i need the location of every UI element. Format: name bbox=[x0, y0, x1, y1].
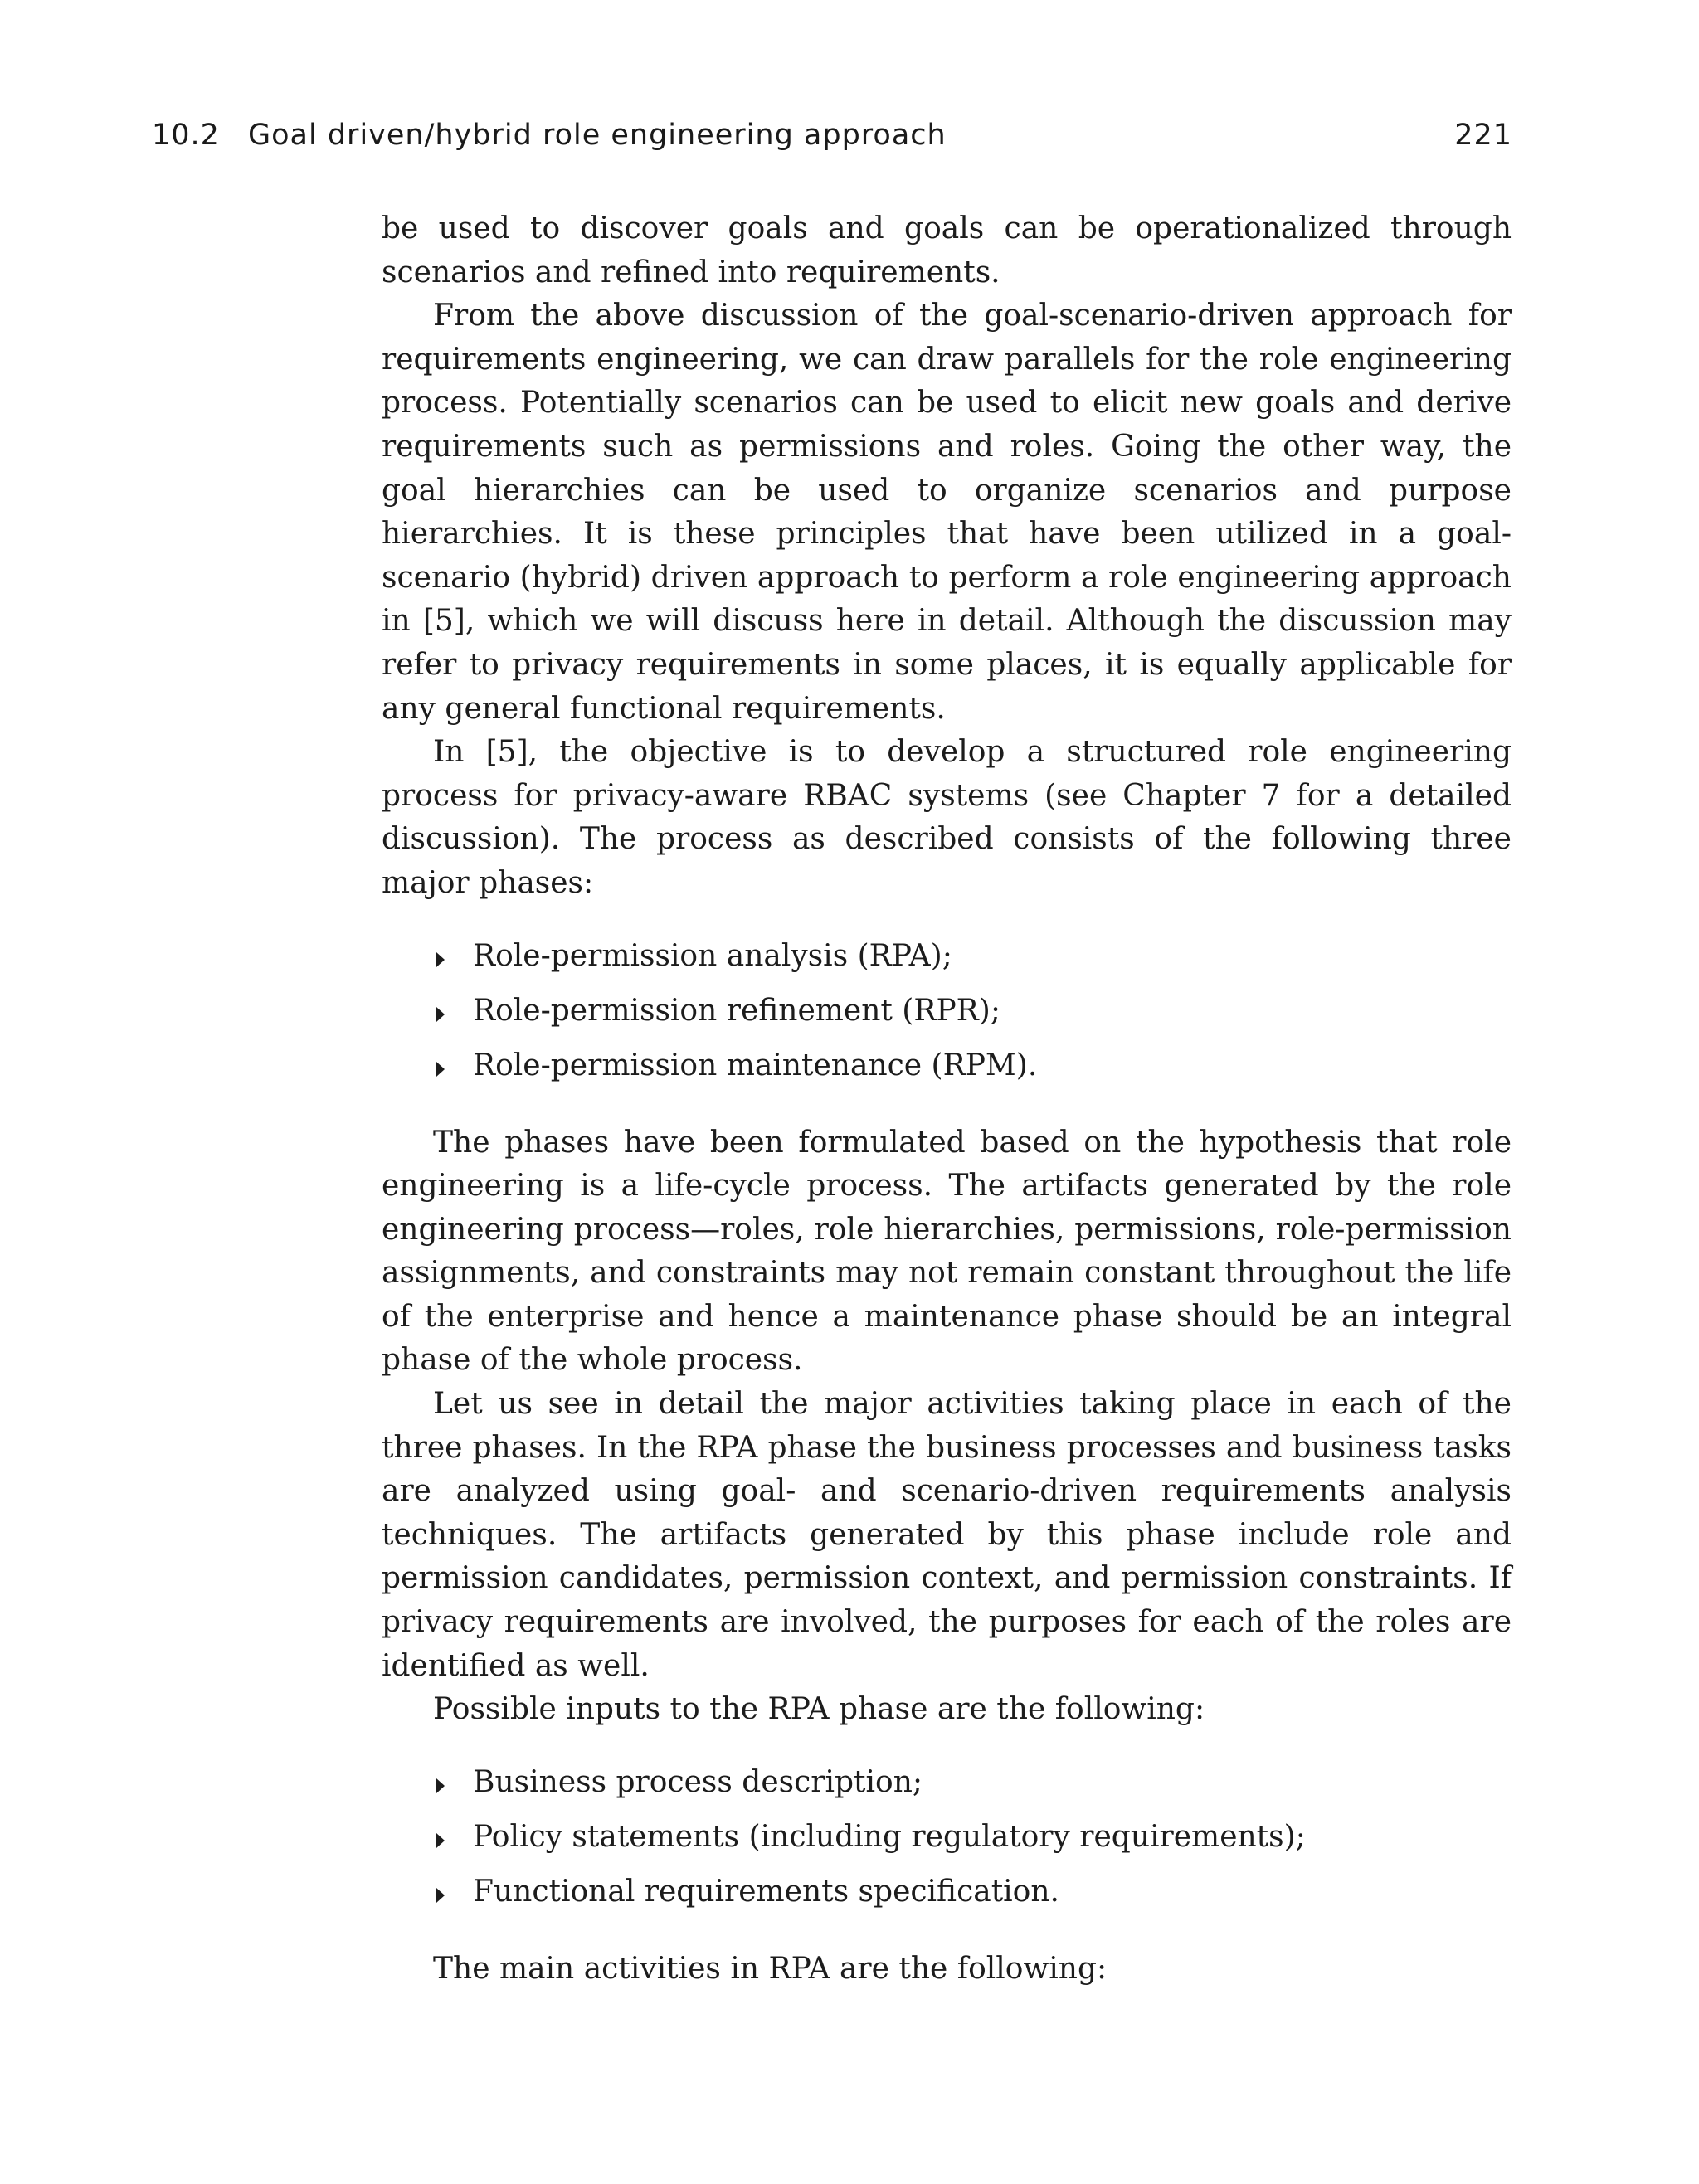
triangle-bullet-icon bbox=[436, 1062, 445, 1077]
paragraph-phases-hypothesis: The phases have been formulated based on the hypothesis that role engineering is a life-cycle process. The artifacts generated by the role engineering process—roles, role hierarchies, permissions, role-permission assignments, and constraints may not remain constant throughout the life of the enterprise and hence a maintenance phase should be an integral phase of the whole process. bbox=[382, 1125, 1512, 1378]
phases-list bbox=[382, 929, 1512, 1093]
section-number: 10.2 bbox=[152, 119, 220, 152]
triangle-bullet-icon bbox=[436, 1778, 445, 1793]
section-title: Goal driven/hybrid role engineering approach bbox=[248, 119, 947, 152]
list-item bbox=[433, 929, 1512, 984]
page-number: 221 bbox=[1454, 119, 1512, 152]
triangle-bullet-icon bbox=[436, 952, 445, 967]
list-item-text: Role-permission refinement (RPR); bbox=[473, 993, 1000, 1028]
paragraph-rpa-inputs-intro: Possible inputs to the RPA phase are the following: bbox=[433, 1692, 1205, 1727]
paragraph-goal-scenario: From the above discussion of the goal-scenario-driven approach for requirements engineering, we can draw parallels for the role engineering process. Potentially scenarios can be used to elicit new goals and derive requirements such as permissions and roles. Going the other way, the goal hierarchies can be used to organize scenarios and purpose hierarchies. It is these principles that have been utilized in a goal-scenario (hybrid) driven approach to perform a role engineering approach in [5], which we will discuss here in detail. Although the discussion may refer to privacy requirements in some places, it is equally applicable for any general functional requirements. bbox=[382, 299, 1512, 726]
list-item bbox=[433, 1865, 1512, 1919]
list-item bbox=[433, 1755, 1512, 1810]
paragraph-objective: In [5], the objective is to develop a structured role engineering process for privacy-aware RBAC systems (see Chapter 7 for a detailed discussion). The process as described consists of the following three major phases: bbox=[382, 735, 1512, 900]
inputs-list bbox=[382, 1755, 1512, 1919]
list-item bbox=[433, 1038, 1512, 1093]
triangle-bullet-icon bbox=[436, 1888, 445, 1903]
list-item bbox=[433, 984, 1512, 1038]
paragraph-rpa-activities-intro: The main activities in RPA are the following: bbox=[433, 1951, 1108, 1986]
list-item-text: Business process description; bbox=[473, 1764, 923, 1799]
body-text bbox=[382, 207, 1512, 1991]
triangle-bullet-icon bbox=[436, 1007, 445, 1022]
list-item-text: Policy statements (including regulatory requirements); bbox=[473, 1819, 1306, 1854]
list-item-text: Functional requirements specification. bbox=[473, 1874, 1059, 1909]
triangle-bullet-icon bbox=[436, 1833, 445, 1848]
list-item-text: Role-permission maintenance (RPM). bbox=[473, 1048, 1038, 1082]
running-head bbox=[152, 119, 1512, 160]
list-item bbox=[433, 1810, 1512, 1865]
paragraph-continuation: be used to discover goals and goals can be operationalized through scenarios and refined into requirements. bbox=[382, 212, 1512, 289]
list-item-text: Role-permission analysis (RPA); bbox=[473, 938, 952, 973]
paragraph-rpa-detail: Let us see in detail the major activities taking place in each of the three phases. In the RPA phase the business processes and business tasks are analyzed using goal- and scenario-driven requirements analysis techniques. The artifacts generated by this phase include role and permission candidates, permission context, and permission constraints. If privacy requirements are involved, the purposes for each of the roles are identified as well. bbox=[382, 1387, 1512, 1683]
